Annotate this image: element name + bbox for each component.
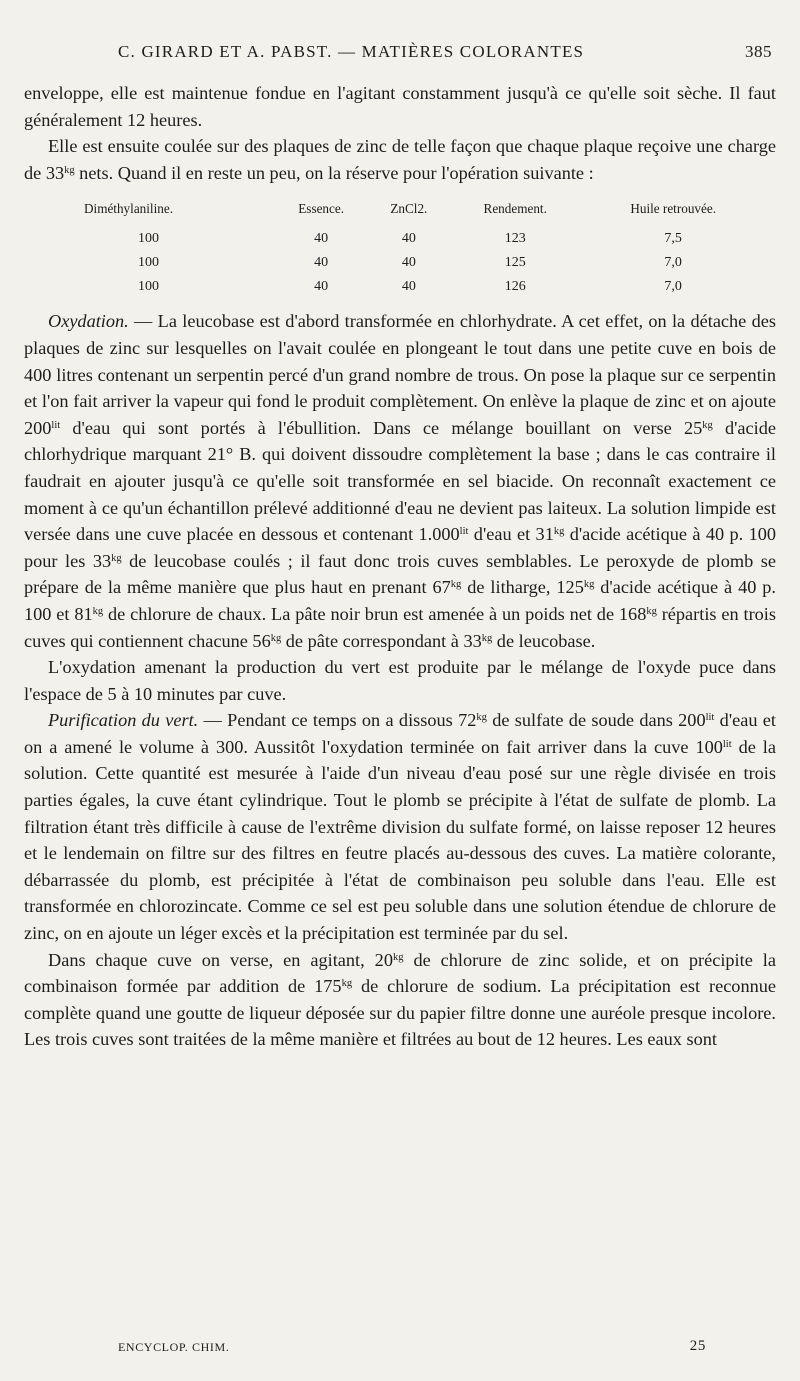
table-cell: 40: [401, 279, 416, 295]
table-header-row: [84, 197, 764, 227]
table-cell: 40: [401, 231, 416, 247]
table-cell: 100: [138, 231, 159, 247]
table-cell: 40: [314, 255, 329, 271]
paragraph-4: L'oxydation amenant la production du vert est produite par le mélange de l'oxyde puce dans l'espace de 5 à 10 minutes par cuve.: [24, 657, 776, 704]
page-footer: [118, 1340, 706, 1355]
table-cell: 7,0: [664, 255, 682, 271]
table-header-cell: Diméthylaniline.: [84, 201, 173, 217]
footer-signature: ENCYCLOP. CHIM.: [118, 1340, 230, 1354]
table-header-cell: Huile retrouvée.: [630, 201, 717, 217]
table-cell: 100: [138, 255, 159, 271]
body-text: [24, 80, 776, 1053]
page-number: 385: [745, 42, 772, 61]
header-title: C. GIRARD ET A. PABST. — MATIÈRES COLORANTES: [118, 42, 585, 61]
table-cell: 40: [314, 279, 329, 295]
section-heading-oxydation: Oxydation.: [48, 311, 129, 332]
table-row: [84, 251, 764, 275]
table-cell: 125: [504, 255, 526, 271]
table-cell: 7,5: [664, 231, 682, 247]
table-cell: 100: [138, 279, 159, 295]
table-cell: 7,0: [664, 279, 682, 295]
footer-sheet-number: 25: [689, 1338, 706, 1354]
table-header-cell: Essence.: [298, 201, 345, 217]
table-cell: 40: [314, 231, 329, 247]
table-header-cell: Rendement.: [483, 201, 547, 217]
paragraph-2: Elle est ensuite coulée sur des plaques de zinc de telle façon que chaque plaque reçoive une charge de $33^{kg}$ nets. Quand il en reste un peu, on la réserve pour l'opération suivante :: [24, 136, 776, 183]
running-header: [118, 42, 772, 62]
yield-table: [84, 197, 764, 299]
paragraph-oxydation: Oxydation. — La leucobase est d'abord transformée en chlorhydrate. A cet effet, on la détache des plaques de zinc sur lesquelles on l'avait coulée en plongeant le tout dans une petite cuve en bois de 400 litres contenant un serpentin percé d'un grand nombre de trous. On pose la plaque sur ce serpentin et l'on fait arriver la vapeur qui fond le produit complètement. On enlève la plaque de zinc et on ajoute $200^{lit}$ d'eau qui sont portés à l'ébullition. Dans ce mélange bouillant on verse $25^{kg}$ d'acide chlorhydrique marquant 21° B. qui doivent dissoudre complètement la base ; dans le cas contraire il faudrait en ajouter jusqu'à ce qu'elle soit transformée en sel biacide. On reconnaît exactement ce moment à ce qu'un échantillon prélevé additionné d'eau ne devient pas laiteux. La solution limpide est versée dans une cuve placée en dessous et contenant $1.000^{lit}$ d'eau et $31^{kg}$ d'acide acétique à 40 p. 100 pour les $33^{kg}$ de leucobase coulés ; il faut donc trois cuves semblables. Le peroxyde de plomb se prépare de la même manière que plus haut en prenant $67^{kg}$ de litharge, $125^{kg}$ d'acide acétique à 40 p. 100 et $81^{kg}$ de chlorure de chaux. La pâte noir brun est amenée à un poids net de $168^{kg}$ répartis en trois cuves qui contiennent chacune $56^{kg}$ de pâte correspondant à $33^{kg}$ de leucobase.: [24, 311, 777, 651]
table-cell: 126: [504, 279, 526, 295]
table-cell: 40: [401, 255, 416, 271]
paragraph-purification: Purification du vert. — Pendant ce temps on a dissous $72^{kg}$ de sulfate de soude dans $200^{lit}$ d'eau et on a amené le volume à 300. Aussitôt l'oxydation terminée on fait arriver dans la cuve $100^{lit}$ de la solution. Cette quantité est mesurée à l'aide d'un niveau d'eau posé sur une règle divisée en trois parties égales, la cuve étant cylindrique. Tout le plomb se précipite à l'état de sulfate de plomb. La filtration étant très difficile à cause de l'extrême division du sulfate formé, on laisse reposer 12 heures et le lendemain on filtre sur des filtres en feutre placés au-dessous des cuves. La matière colorante, débarrassée du plomb, est précipitée à l'état de combinaison peu soluble dans l'eau. Elle est transformée en chlorozincate. Comme ce sel est peu soluble dans une solution étendue de chlorure de zinc, on en ajoute un léger excès et la précipitation est terminée par du sel.: [24, 710, 776, 944]
table-row: [84, 275, 764, 299]
section-heading-purification: Purification du vert.: [48, 710, 199, 731]
table-cell: 123: [504, 231, 526, 247]
table-row: [84, 227, 764, 251]
paragraph-1: enveloppe, elle est maintenue fondue en l'agitant constamment jusqu'à ce qu'elle soit sèche. Il faut généralement 12 heures.: [24, 83, 776, 130]
table-header-cell: ZnCl2.: [390, 201, 428, 217]
paragraph-6: Dans chaque cuve on verse, en agitant, $20^{kg}$ de chlorure de zinc solide, et on précipite la combinaison formée par addition de $175^{kg}$ de chlorure de sodium. La précipitation est reconnue complète quand une goutte de liqueur déposée sur du papier filtre donne une auréole presque incolore. Les trois cuves sont traitées de la même manière et filtrées au bout de 12 heures. Les eaux sont: [24, 949, 776, 1050]
